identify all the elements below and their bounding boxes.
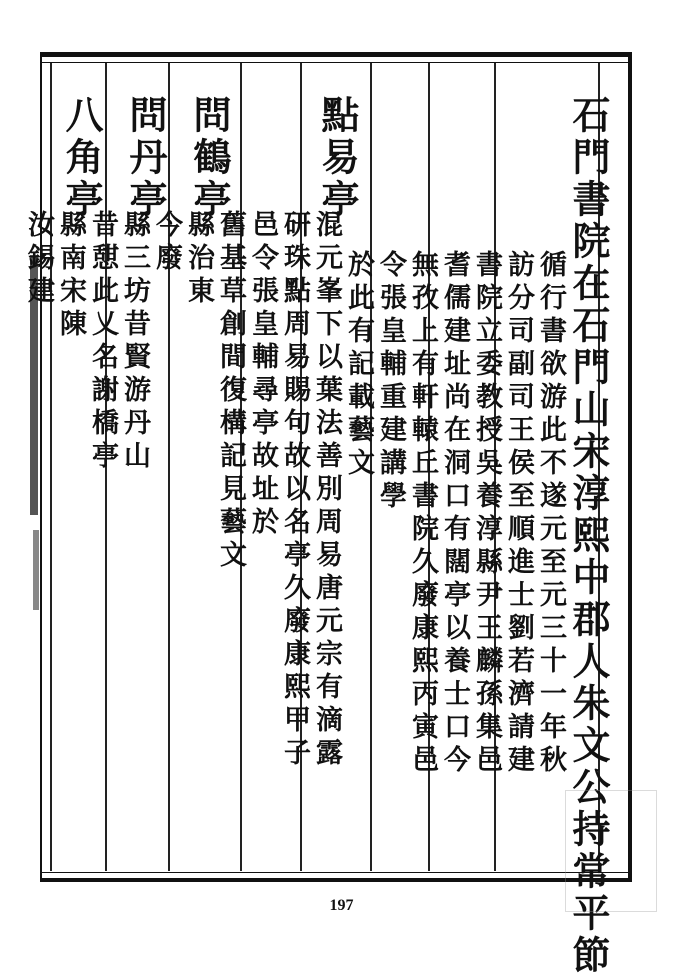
left-border <box>40 52 42 882</box>
entry-title-shimen: 石門書院在石門山宋淳熙中郡人朱文公持常平節 <box>566 95 611 977</box>
text-column: 縣治東 <box>183 210 214 309</box>
text-column: 縣南宋陳 <box>55 210 86 342</box>
right-border <box>628 52 632 882</box>
text-column: 昔憇此乂名謝橋亭 <box>87 210 118 474</box>
library-stamp-watermark <box>565 790 657 912</box>
text-column: 耆儒建址尚在洞口有闊亭以養士口今 <box>439 250 470 778</box>
text-column: 於此有記載藝文 <box>343 250 374 481</box>
top-border <box>40 52 630 57</box>
text-column: 今廢 <box>151 210 182 276</box>
text-column: 邑令張皇輔尋亭故址於 <box>247 210 278 540</box>
text-column: 無孜上有軒轅丘書院久廢康熙丙寅邑 <box>407 250 438 778</box>
page-number: 197 <box>329 897 354 914</box>
bottom-inner-border <box>40 872 630 873</box>
text-column: 令張皇輔重建講學 <box>375 250 406 514</box>
text-column: 循行書欲游此不遂元至元三十一年秋 <box>535 250 566 778</box>
column-divider <box>50 63 52 871</box>
entry-title-wenhe: 問鶴亭 <box>187 95 232 221</box>
text-column: 縣三坊昔賢游丹山 <box>119 210 150 474</box>
text-column: 訪分司副司王侯至順進士劉若濟請建 <box>503 250 534 778</box>
text-column: 汝錫建 <box>23 210 54 309</box>
text-column: 混元峯下以葉法善別周易唐元宗有滴露 <box>311 210 342 771</box>
bottom-border <box>40 878 630 882</box>
entry-title-wendan: 問丹亭 <box>123 95 168 221</box>
entry-title-dianyi: 點易亭 <box>315 95 360 221</box>
text-column: 舊基草創間復構記見藝文 <box>215 210 246 573</box>
text-column: 研珠點周易賜句故以名亭久廢康熙甲子 <box>279 210 310 771</box>
page-edge-mark <box>33 530 39 610</box>
text-column: 書院立委教授吳養淳縣尹王麟孫集邑 <box>471 250 502 778</box>
top-inner-border <box>40 62 630 63</box>
entry-title-bajiao: 八角亭 <box>59 95 104 221</box>
